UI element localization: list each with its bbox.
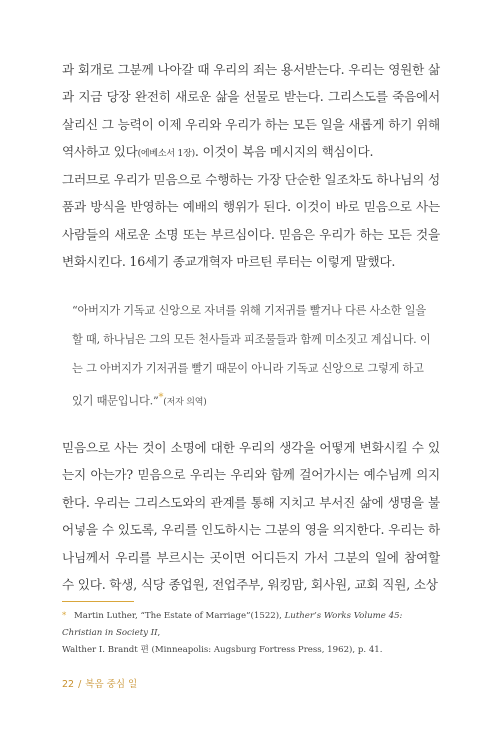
footnote-divider bbox=[62, 601, 134, 602]
footnote-book-title: Luther’s Works Volume 45: Christian in Society II bbox=[62, 611, 403, 638]
paragraph-1-end: . 이것이 복음 메시지의 핵심이다. bbox=[194, 144, 374, 160]
footnote bbox=[62, 608, 442, 659]
page-folio bbox=[62, 676, 137, 690]
folio-separator: / bbox=[78, 679, 82, 690]
quote-text: “아버지가 기독교 신앙으로 자녀를 위해 기저귀를 빨거나 다른 사소한 일을 할 때, 하나님은 그의 모든 천사들과 피조물들과 함께 미소짓고 계십니다. 이는 그 아버지가 기저귀를 빨기 때문이 아니라 기독교 신앙으로 그렇게 하고 있기 때문입니다.” bbox=[72, 304, 431, 408]
body-paragraph-2: 그러므로 우리가 믿음으로 수행하는 가장 단순한 일조차도 하나님의 성품과 방식을 반영하는 예배의 행위가 된다. 이것이 바로 믿음으로 사는 사람들의 새로운 소명 또는 부르심이다. 믿음은 우리가 하는 모든 것을 변화시킨다. 16세기 종교개혁자 마르틴 루터는 이렇게 말했다. bbox=[62, 172, 440, 270]
running-book-title: 복음 중심 일 bbox=[85, 679, 138, 690]
footnote-text-a: Martin Luther, “The Estate of Marriage”(1522), bbox=[74, 611, 285, 621]
footnote-text-c: Walther I. Brandt 편 (Minneapolis: Augsburg Fortress Press, 1962), p. 41. bbox=[62, 645, 383, 655]
luther-quote bbox=[72, 296, 434, 418]
quote-translation-note: (저자 의역) bbox=[163, 397, 207, 408]
footnote-star-icon: * bbox=[158, 392, 164, 403]
body-paragraph-1 bbox=[62, 56, 440, 169]
footnote-mark: * bbox=[62, 611, 67, 621]
paragraph-1-text: 과 회개로 그분께 나아갈 때 우리의 죄는 용서받는다. 우리는 영원한 삶과 지금 당장 완전히 새로운 삶을 선물로 받는다. 그리스도를 죽음에서 살리신 그 능력이 이제 우리와 우리가 하는 모든 일을 새롭게 하기 위해 역사하고 있다 bbox=[62, 62, 440, 160]
scripture-reference: (에베소서 1장) bbox=[137, 149, 195, 160]
body-paragraph-3: 믿음으로 사는 것이 소명에 대한 우리의 생각을 어떻게 변화시킬 수 있는지 아는가? 믿음으로 우리는 우리와 함께 걸어가시는 예수님께 의지한다. 우리는 그리스도와의 관계를 통해 지치고 부서진 삶에 생명을 불어넣을 수 있도록, 우리를 인도하시는 그분의 영을 의지한다. 우리는 하나님께서 우리를 부르시는 곳이면 어디든지 가서 그분의 일에 참여할 수 있다. 학생, 식당 종업원, 전업주부, 워킹맘, 회사원, 교회 직원, 소상 bbox=[62, 440, 440, 593]
footnote-text-b: , bbox=[157, 628, 161, 638]
page-number: 22 bbox=[62, 679, 75, 690]
